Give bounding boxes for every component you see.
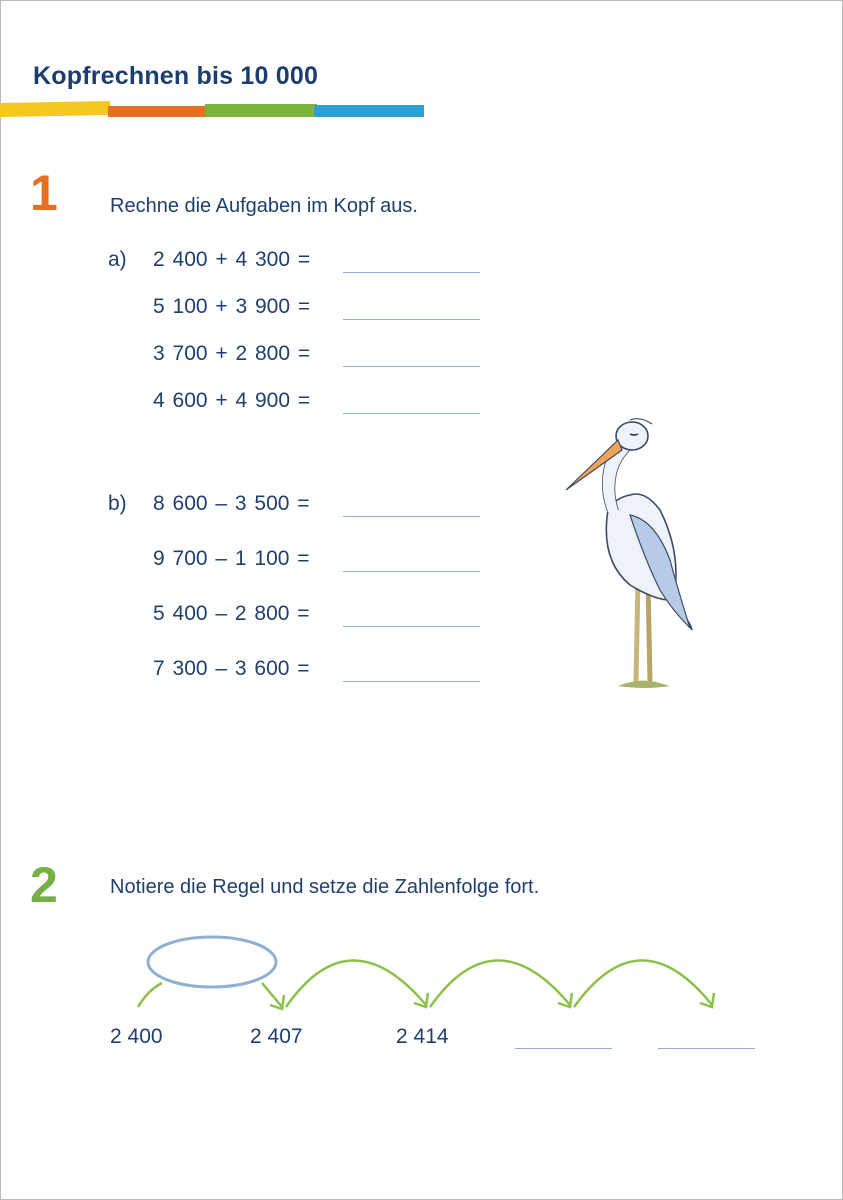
part-a-label: a) bbox=[108, 248, 127, 271]
stripe-yellow bbox=[0, 101, 110, 117]
equation-row bbox=[153, 657, 493, 687]
answer-line[interactable] bbox=[343, 366, 480, 367]
equation-text: 5 100 + 3 900 = bbox=[153, 295, 311, 318]
answer-line[interactable] bbox=[343, 413, 480, 414]
part-b-label: b) bbox=[108, 492, 127, 515]
sequence-blank[interactable] bbox=[658, 1048, 755, 1049]
answer-line[interactable] bbox=[343, 272, 480, 273]
stork-icon bbox=[560, 410, 710, 695]
answer-line[interactable] bbox=[343, 681, 480, 682]
arc-arrow bbox=[286, 960, 426, 1007]
equation-text: 8 600 – 3 500 = bbox=[153, 492, 310, 515]
equation-text: 3 700 + 2 800 = bbox=[153, 342, 311, 365]
arc-arrow bbox=[138, 983, 162, 1007]
answer-line[interactable] bbox=[343, 319, 480, 320]
equation-text: 2 400 + 4 300 = bbox=[153, 248, 311, 271]
arc-arrow bbox=[430, 960, 570, 1007]
rule-ellipse[interactable] bbox=[148, 937, 276, 987]
arc-arrow bbox=[262, 983, 282, 1007]
equation-row bbox=[153, 389, 493, 419]
stripe-blue bbox=[314, 105, 424, 117]
sequence-blank[interactable] bbox=[515, 1048, 612, 1049]
sequence-value: 2 414 bbox=[396, 1025, 449, 1048]
arc-arrow bbox=[574, 960, 712, 1007]
answer-line[interactable] bbox=[343, 626, 480, 627]
equation-text: 5 400 – 2 800 = bbox=[153, 602, 310, 625]
stripe-orange bbox=[108, 106, 208, 117]
color-stripe bbox=[0, 100, 430, 120]
equation-text: 7 300 – 3 600 = bbox=[153, 657, 310, 680]
page-title: Kopfrechnen bis 10 000 bbox=[33, 62, 319, 90]
answer-line[interactable] bbox=[343, 516, 480, 517]
stripe-green bbox=[205, 104, 317, 117]
task-number-1: 1 bbox=[30, 165, 58, 221]
equation-row bbox=[153, 248, 493, 278]
task-number-2: 2 bbox=[30, 857, 58, 913]
task1-instruction: Rechne die Aufgaben im Kopf aus. bbox=[110, 195, 418, 217]
equation-row bbox=[153, 602, 493, 632]
equation-row bbox=[153, 342, 493, 372]
equation-text: 4 600 + 4 900 = bbox=[153, 389, 311, 412]
sequence-value: 2 400 bbox=[110, 1025, 163, 1048]
answer-line[interactable] bbox=[343, 571, 480, 572]
sequence-value: 2 407 bbox=[250, 1025, 303, 1048]
equation-row bbox=[153, 492, 493, 522]
task2-instruction: Notiere die Regel und setze die Zahlenfolge fort. bbox=[110, 876, 540, 898]
sequence-arrows bbox=[100, 925, 780, 1075]
equation-text: 9 700 – 1 100 = bbox=[153, 547, 310, 570]
equation-row bbox=[153, 295, 493, 325]
equation-row bbox=[153, 547, 493, 577]
